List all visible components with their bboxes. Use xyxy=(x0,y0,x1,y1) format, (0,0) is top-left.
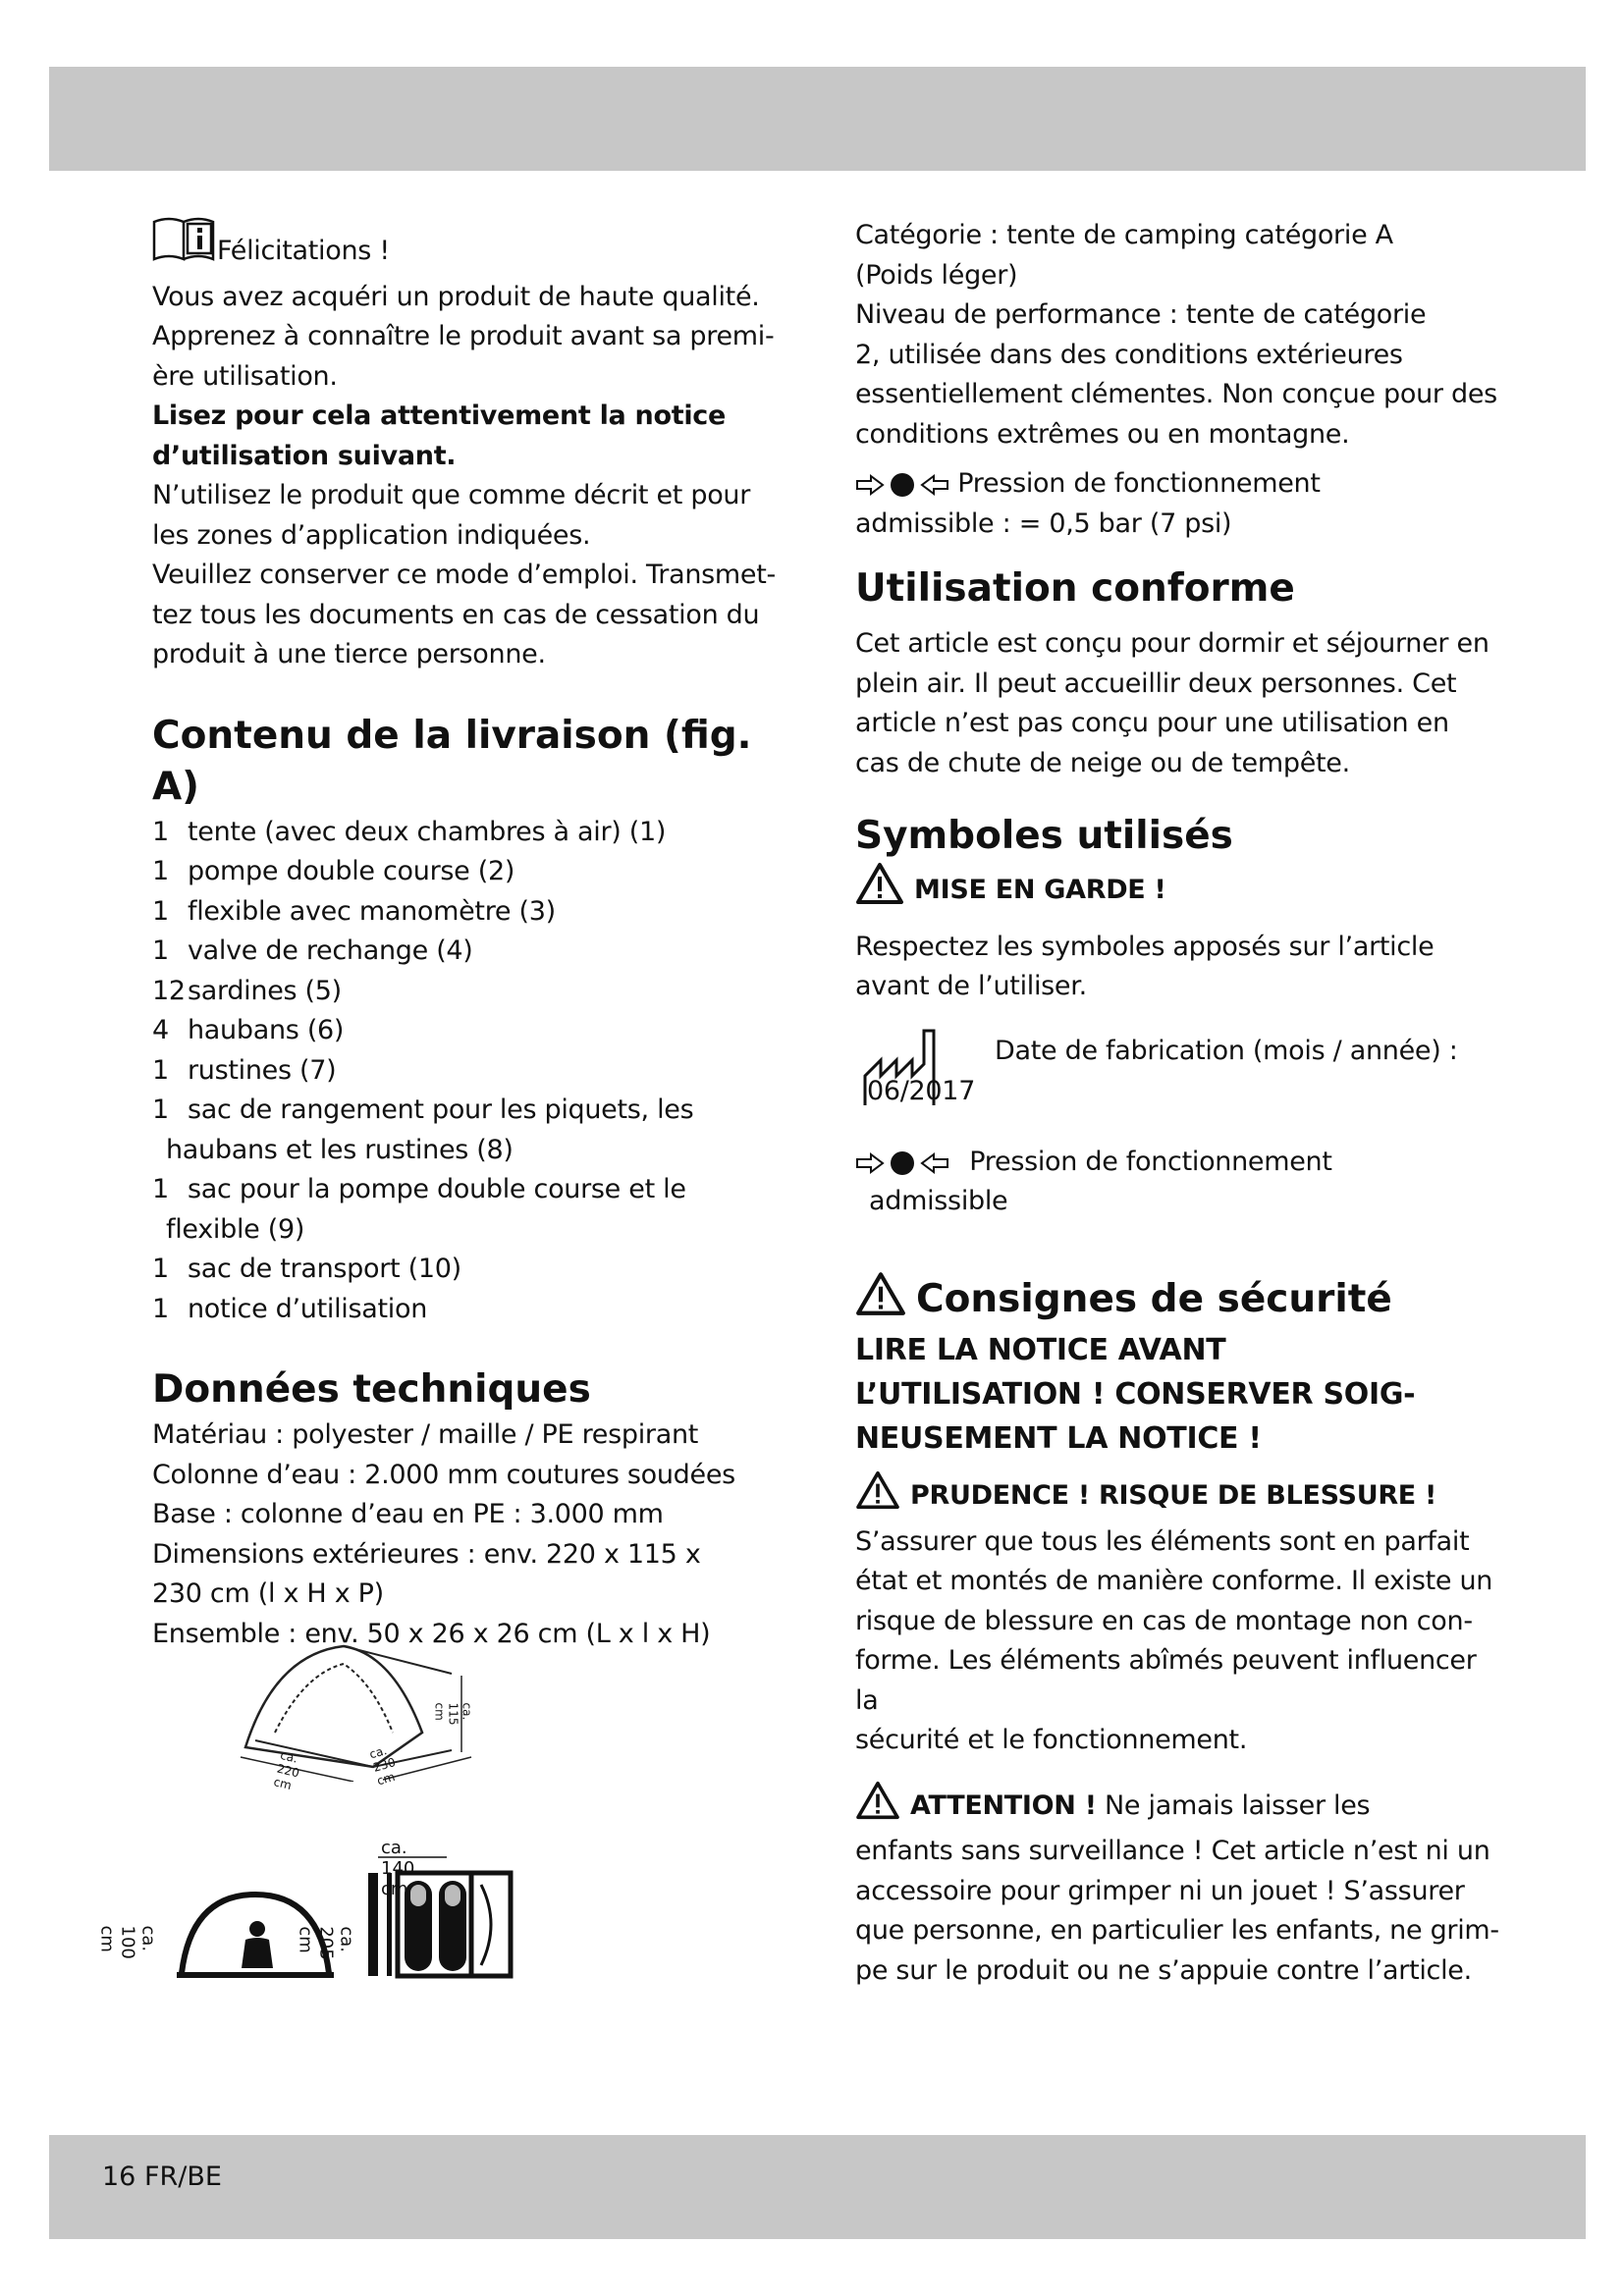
prudence-text: risque de blessure en cas de montage non con- xyxy=(855,1605,1473,1636)
list-item-continued: haubans et les rustines (8) xyxy=(166,1134,514,1165)
date-line xyxy=(855,1027,1503,1115)
list-item: 1 sac de rangement pour les piquets, les xyxy=(152,1095,694,1125)
tech-line: Dimensions extérieures : env. 220 x 115 x xyxy=(152,1538,701,1570)
pressure-icon xyxy=(855,1151,949,1175)
intro-title-line xyxy=(152,216,781,278)
warning-icon xyxy=(855,1470,900,1522)
prudence-text: sécurité et le fonctionnement. xyxy=(855,1725,1248,1755)
intro-text: ère utilisation. xyxy=(152,360,338,392)
list-item: 1 sac pour la pompe double course et le xyxy=(152,1174,686,1204)
contents-list xyxy=(152,813,781,1330)
list-item: 1 flexible avec manomètre (3) xyxy=(152,895,556,927)
right-column xyxy=(855,216,1503,1991)
header-band xyxy=(49,67,1586,171)
contents-heading: Contenu de la livraison (fig. A) xyxy=(152,713,752,809)
list-item: 4 haubans (6) xyxy=(152,1015,345,1045)
use-text: plein air. Il peut accueillir deux personnes. Cet xyxy=(855,667,1457,699)
attention-text: pe sur le produit ou ne s’appuie contre l’article. xyxy=(855,1954,1472,1986)
intro-text: produit à une tierce personne. xyxy=(152,639,546,669)
list-item: 1 rustines (7) xyxy=(152,1054,337,1086)
performance-text: 2, utilisée dans des conditions extérieures xyxy=(855,339,1403,370)
warning-label: MISE EN GARDE ! xyxy=(914,874,1166,905)
prudence-text: état et montés de manière conforme. Il existe un xyxy=(855,1566,1493,1596)
list-item: 1 valve de rechange (4) xyxy=(152,935,473,966)
intro-text: Veuillez conserver ce mode d’emploi. Transmet- xyxy=(152,560,776,590)
prudence-text: forme. Les éléments abîmés peuvent influencer la xyxy=(855,1645,1477,1716)
left-column xyxy=(152,216,781,1654)
list-item-continued: flexible (9) xyxy=(166,1213,305,1245)
intro-title: Félicitations ! xyxy=(217,236,390,266)
attention-text: que personne, en particulier les enfants, ne grim- xyxy=(855,1915,1499,1946)
tech-line: Base : colonne d’eau en PE : 3.000 mm xyxy=(152,1499,664,1529)
category-text: (Poids léger) xyxy=(855,259,1018,291)
prudence-line xyxy=(855,1470,1503,1522)
tech-heading: Données techniques xyxy=(152,1367,591,1412)
warning-icon xyxy=(855,1271,906,1329)
performance-text: conditions extrêmes ou en montagne. xyxy=(855,418,1350,450)
intro-text: N’utilisez le produit que comme décrit et pour xyxy=(152,480,751,510)
intro-text: les zones d’application indiquées. xyxy=(152,519,591,551)
intro-text: Vous avez acquéri un produit de haute qualité. xyxy=(152,281,760,312)
height-label: ca. 115 cm xyxy=(432,1702,474,1726)
intro-text: Apprenez à connaître le produit avant sa premi- xyxy=(152,321,775,351)
pressure-value: admissible xyxy=(869,1186,1008,1216)
symbols-text: avant de l’utiliser. xyxy=(855,971,1087,1001)
tech-line: 230 cm (l x H x P) xyxy=(152,1578,384,1609)
tech-line: Colonne d’eau : 2.000 mm coutures soudées xyxy=(152,1459,735,1490)
inner-height-label: ca. 100 cm xyxy=(96,1925,159,1959)
list-item: 1 sac de transport (10) xyxy=(152,1254,461,1284)
warning-icon xyxy=(855,1781,900,1833)
use-heading: Utilisation conforme xyxy=(855,566,1295,611)
attention-line xyxy=(855,1781,1503,1833)
date-label: Date de fabrication (mois / année) : xyxy=(995,1035,1458,1066)
prudence-text: S’assurer que tous les éléments sont en parfait xyxy=(855,1525,1470,1557)
attention-text: enfants sans surveillance ! Cet article n’est ni un xyxy=(855,1836,1490,1866)
safety-caps: L’UTILISATION ! CONSERVER SOIG- xyxy=(855,1377,1416,1412)
attention-text: accessoire pour grimper ni un jouet ! S’assurer xyxy=(855,1875,1465,1906)
prudence-label: PRUDENCE ! RISQUE DE BLESSURE ! xyxy=(910,1480,1437,1511)
symbols-text: Respectez les symboles apposés sur l’article xyxy=(855,931,1435,962)
list-item: 1 tente (avec deux chambres à air) (1) xyxy=(152,816,667,847)
pressure-line: Pression de fonctionnement xyxy=(855,464,1503,505)
use-text: Cet article est conçu pour dormir et séjourner en xyxy=(855,628,1489,659)
use-text: cas de chute de neige ou de tempête. xyxy=(855,747,1350,778)
attention-label: ATTENTION ! xyxy=(910,1789,1097,1821)
intro-text: tez tous les documents en cas de cessation du xyxy=(152,599,760,630)
safety-caps: LIRE LA NOTICE AVANT xyxy=(855,1333,1226,1367)
pressure-icon xyxy=(855,473,949,497)
width-label: ca. 220 cm xyxy=(272,1747,301,1793)
safety-heading: Consignes de sécurité xyxy=(916,1276,1392,1321)
category-text: Catégorie : tente de camping catégorie A xyxy=(855,220,1393,250)
attention-text: Ne jamais laisser les xyxy=(1105,1789,1371,1821)
list-item: 1 pompe double course (2) xyxy=(152,856,515,886)
tech-line: Matériau : polyester / maille / PE respirant xyxy=(152,1419,699,1450)
use-text: article n’est pas conçu pour une utilisation en xyxy=(855,708,1449,738)
pressure-line: Pression de fonctionnement xyxy=(855,1143,1503,1183)
safety-heading-line xyxy=(855,1271,1503,1329)
warning-icon xyxy=(855,862,904,918)
pressure-value: admissible : = 0,5 bar (7 psi) xyxy=(855,507,1232,539)
intro-bold-text: d’utilisation suivant. xyxy=(152,440,457,471)
depth-label: ca. 230 cm xyxy=(367,1743,398,1789)
safety-caps: NEUSEMENT LA NOTICE ! xyxy=(855,1421,1262,1456)
inner-width-label: ca. 140 cm xyxy=(381,1838,415,1899)
warning-line xyxy=(855,862,1503,918)
list-item: 12 sardines (5) xyxy=(152,975,342,1006)
footer-band xyxy=(49,2135,1586,2239)
inner-length-label: ca. 205 cm xyxy=(295,1926,357,1960)
tech-line: Ensemble : env. 50 x 26 x 26 cm (L x l x H) xyxy=(152,1618,711,1649)
performance-text: Niveau de performance : tente de catégorie xyxy=(855,299,1427,330)
list-item: 1 notice d’utilisation xyxy=(152,1293,428,1324)
symbols-heading: Symboles utilisés xyxy=(855,814,1233,858)
intro-bold-text: Lisez pour cela attentivement la notice xyxy=(152,400,727,431)
date-value: 06/2017 xyxy=(867,1075,976,1106)
page-number: 16 FR/BE xyxy=(102,2162,222,2192)
performance-text: essentiellement clémentes. Non conçue pour des xyxy=(855,379,1497,409)
info-book-icon xyxy=(152,216,217,278)
